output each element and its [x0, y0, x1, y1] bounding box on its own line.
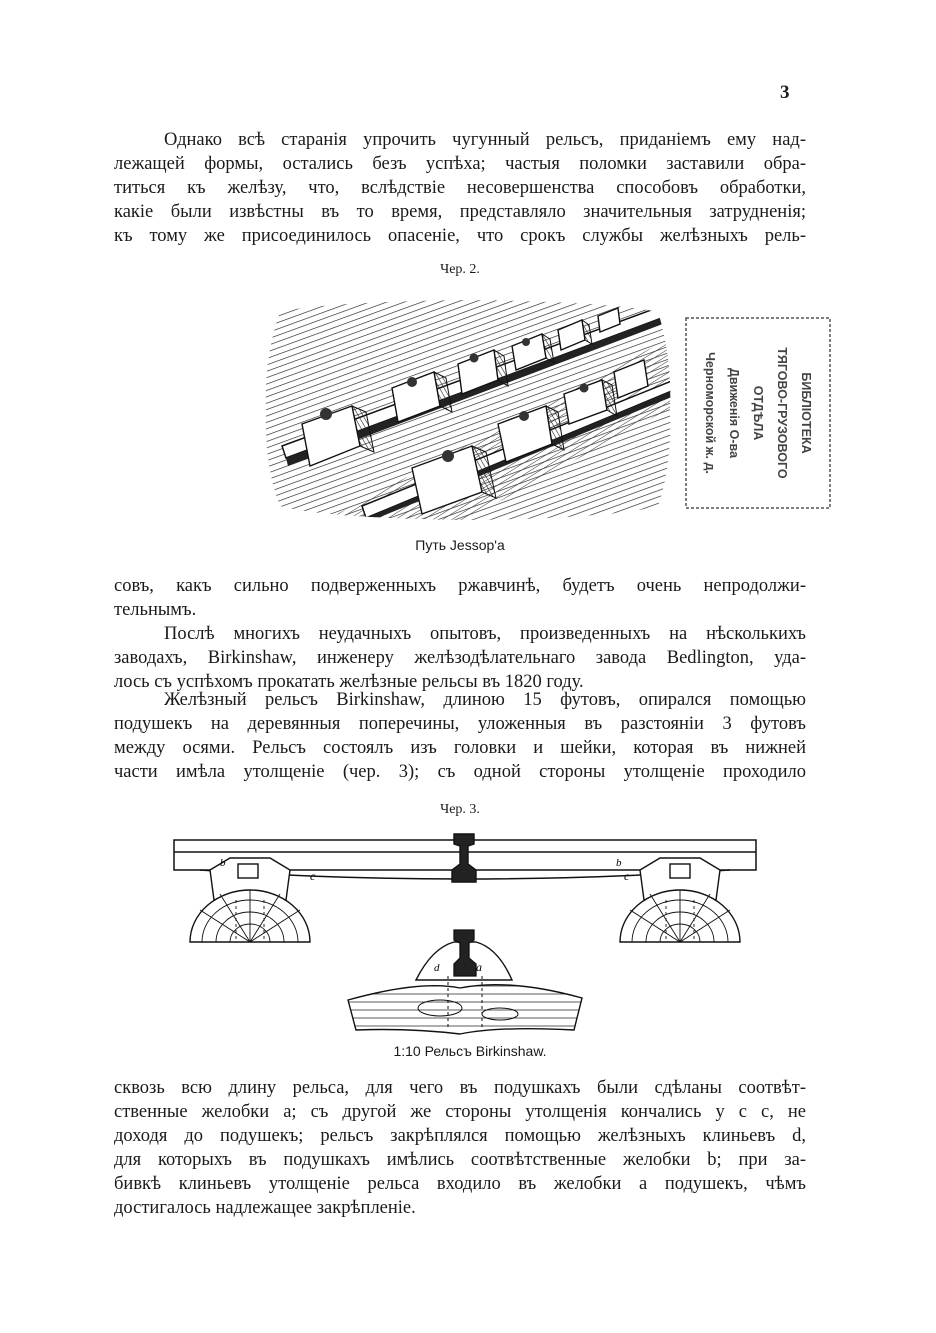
- letter-c-right: c: [624, 869, 630, 883]
- paragraph-1: [114, 128, 806, 248]
- letter-b-right: b: [616, 857, 622, 869]
- text-line: къ тому же присоединилось опасеніе, что срокъ службы желѣзныхъ рель-: [114, 226, 806, 246]
- text-line: Желѣзный рельсъ Birkinshaw, длиною 15 футовъ, опирался помощью: [164, 690, 806, 710]
- birkinshaw-rail-drawing: [170, 830, 760, 1040]
- text-line: титься къ желѣзу, что, вслѣдствіе несовершенства способовъ обработки,: [114, 178, 806, 198]
- library-stamp: [684, 316, 832, 510]
- text-line: между осями. Рельсъ состоялъ изъ головки и шейки, которая въ нижней: [114, 738, 806, 758]
- text-line: достигалось надлежащее закрѣпленіе.: [114, 1198, 416, 1218]
- figure-3-illustration: [170, 830, 760, 1040]
- text-line: доходя до подушекъ; рельсъ закрѣплялся помощью желѣзныхъ клиньевъ d,: [114, 1126, 806, 1146]
- stamp-line: Движенія О-ва: [727, 367, 741, 459]
- text-line: лось съ успѣхомъ прокатать желѣзные рельсы въ 1820 году.: [114, 672, 584, 692]
- paragraph-5: [114, 1076, 806, 1220]
- figure-3-caption: 1:10 Рельсъ Birkinshaw.: [393, 1043, 547, 1059]
- text-line: Послѣ многихъ неудачныхъ опытовъ, произведенныхъ на нѣсколькихъ: [164, 624, 806, 644]
- text-line: Однако всѣ старанія упрочить чугунный рельсъ, приданіемъ ему над-: [164, 130, 806, 150]
- figure-3-label: Чер. 3.: [440, 802, 480, 817]
- text-line: тельнымъ.: [114, 600, 197, 620]
- stamp-line: БИБЛІОТЕКА: [799, 372, 813, 454]
- letter-a: a: [476, 960, 482, 974]
- paragraph-3: [114, 622, 806, 694]
- text-line: подушекъ на деревянныя поперечины, уложенныя въ разстояніи 3 футовъ: [114, 714, 806, 734]
- paragraph-2: [114, 574, 806, 622]
- stamp-line: Черноморской ж. д.: [703, 352, 717, 474]
- paragraph-4: [114, 688, 806, 784]
- jessop-track-engraving: [262, 296, 674, 522]
- stamp-line: ТЯГОВО-ГРУЗОВОГО ОТДѢЛА: [751, 347, 789, 479]
- letter-b-left: b: [220, 857, 226, 869]
- text-line: сквозь всю длину рельса, для чего въ подушкахъ были сдѣланы соотвѣт-: [114, 1078, 806, 1098]
- text-line: лежащей формы, остались безъ успѣха; частыя поломки заставили обра-: [114, 154, 806, 174]
- text-line: какіе были извѣстны въ то время, представляло значительныя затрудненія;: [114, 202, 806, 222]
- text-line: заводахъ, Birkinshaw, инженеру желѣзодѣлательнаго завода Bedlington, уда-: [114, 648, 806, 668]
- page-number: 3: [780, 82, 790, 103]
- stamp-text-block: [698, 323, 818, 503]
- text-line: бивкѣ клиньевъ утолщеніе рельса входило въ желобки a подушекъ, чѣмъ: [114, 1174, 806, 1194]
- letter-d: d: [434, 962, 440, 974]
- text-line: части имѣла утолщеніе (чер. 3); съ одной стороны утолщеніе проходило: [114, 762, 806, 782]
- text-line: для которыхъ въ подушкахъ имѣлись соотвѣтственные желобки b; при за-: [114, 1150, 806, 1170]
- text-line: совъ, какъ сильно подверженныхъ ржавчинѣ, будетъ очень непродолжи-: [114, 576, 806, 596]
- figure-2-label: Чер. 2.: [440, 262, 480, 277]
- letter-c-left: c: [310, 869, 316, 883]
- figure-2-caption: Путь Jessop'а: [415, 537, 505, 553]
- text-line: ственные желобки a; съ другой же стороны утолщенія кончались у c c, не: [114, 1102, 806, 1122]
- figure-2-illustration: [262, 296, 674, 522]
